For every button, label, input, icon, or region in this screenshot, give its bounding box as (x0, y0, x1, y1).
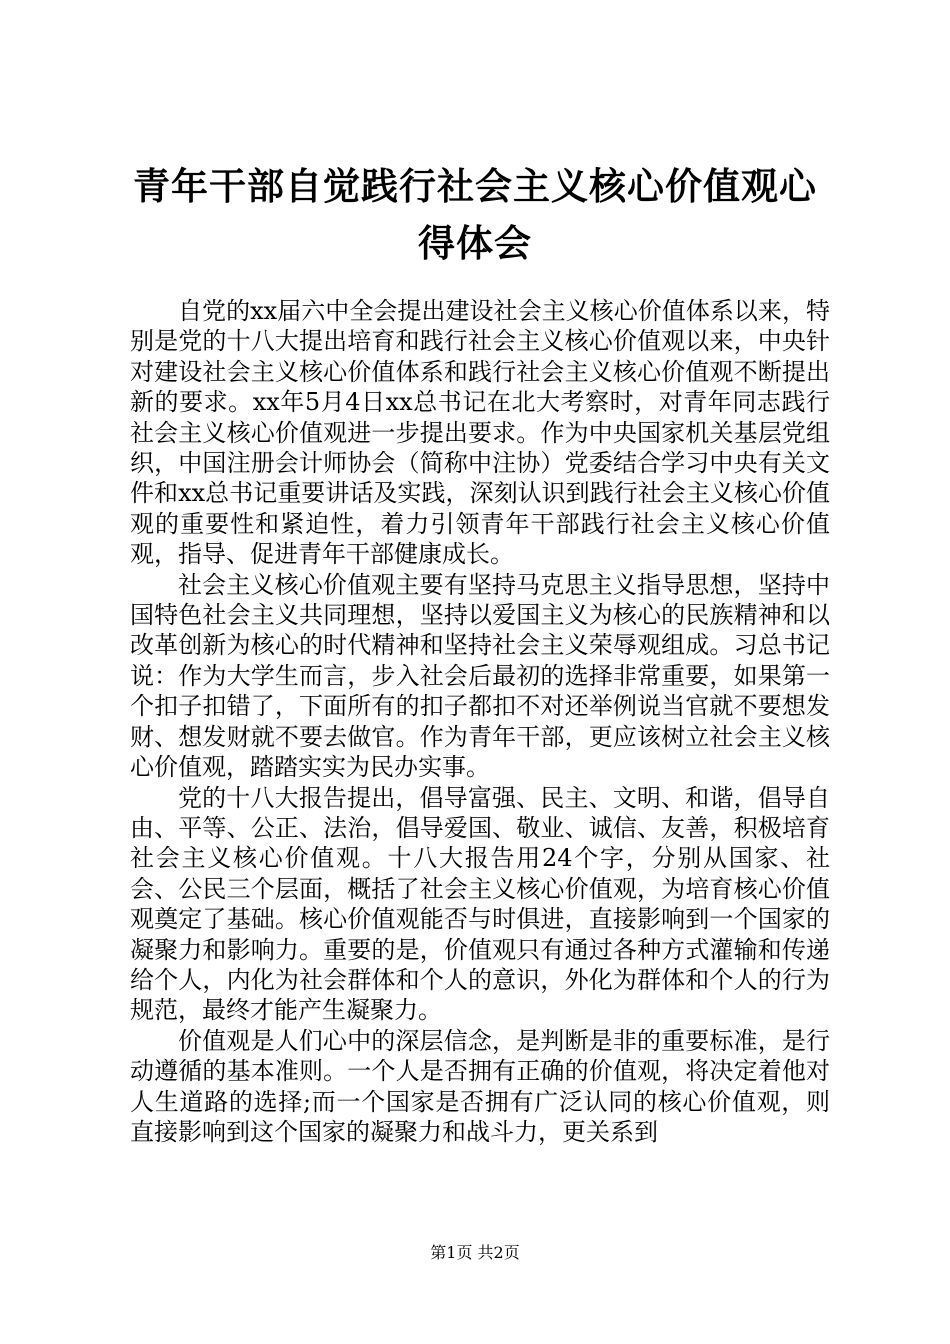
paragraph: 价值观是人们心中的深层信念，是判断是非的重要标准，是行动遵循的基本准则。一个人是否拥有正确的价值观，将决定着他对人生道路的选择;而一个国家是否拥有广泛认同的核心价值观，则直接影响到这个国家的凝聚力和战斗力，更关系到 (130, 1026, 830, 1146)
paragraph: 社会主义核心价值观主要有坚持马克思主义指导思想，坚持中国特色社会主义共同理想，坚持以爱国主义为核心的民族精神和以改革创新为核心的时代精神和坚持社会主义荣辱观组成。习总书记说：作为大学生而言，步入社会后最初的选择非常重要，如果第一个扣子扣错了，下面所有的扣子都扣不对还举例说当官就不要想发财、想发财就不要去做官。作为青年干部，更应该树立社会主义核心价值观，踏踏实实为民办实事。 (130, 570, 830, 782)
page-footer: 第1页 共2页 (430, 1243, 520, 1262)
document-title: 青年干部自觉践行社会主义核心价值观心得体会 (133, 164, 817, 265)
document-body (130, 296, 830, 1147)
paragraph: 党的十八大报告提出，倡导富强、民主、文明、和谐，倡导自由、平等、公正、法治，倡导爱国、敬业、诚信、友善，积极培育社会主义核心价值观。十八大报告用24个字，分别从国家、社会、公民三个层面，概括了社会主义核心价值观，为培育核心价值观奠定了基础。核心价值观能否与时俱进，直接影响到一个国家的凝聚力和影响力。重要的是，价值观只有通过各种方式灌输和传递给个人，内化为社会群体和个人的意识，外化为群体和个人的行为规范，最终才能产生凝聚力。 (130, 783, 830, 1025)
paragraph: 自党的xx届六中全会提出建设社会主义核心价值体系以来，特别是党的十八大提出培育和践行社会主义核心价值观以来，中央针对建设社会主义核心价值体系和践行社会主义核心价值观不断提出新的要求。xx年5月4日xx总书记在北大考察时，对青年同志践行社会主义核心价值观进一步提出要求。作为中央国家机关基层党组织，中国注册会计师协会（简称中注协）党委结合学习中央有关文件和xx总书记重要讲话及实践，深刻认识到践行社会主义核心价值观的重要性和紧迫性，着力引领青年干部践行社会主义核心价值观，指导、促进青年干部健康成长。 (130, 297, 830, 569)
